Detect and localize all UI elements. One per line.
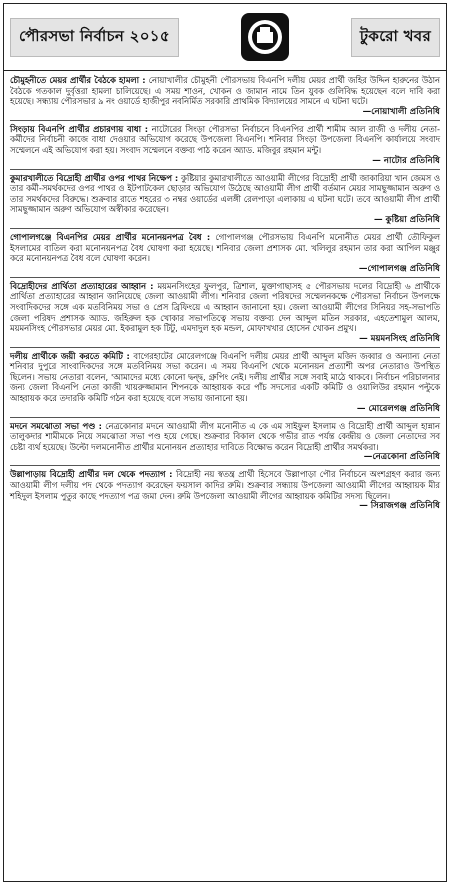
news-item bbox=[10, 351, 440, 404]
masthead bbox=[4, 4, 446, 71]
news-byline: —নেত্রকোনা প্রতিনিধি bbox=[363, 452, 440, 463]
news-headline: বিদ্রোহীদের প্রার্থিতা প্রত্যাহারের আহ্বান : bbox=[10, 280, 154, 291]
news-headline: মদনে সমঝোতা সভা পণ্ড : bbox=[10, 420, 102, 431]
news-body: কুষ্টিয়ার কুমারখালীতে আওয়ামী লীগের বিদ্রোহী প্রার্থী জাকারিয়া খান জেমস ও তার কর্মী-সমর্থকদের ওপর পাথর ও ইটপাটকেল ছোড়ার অভিযোগ উঠেছে আওয়ামী লীগ প্রার্থী বর্তমান মেয়র সামছুজ্জামান অরুণ ও তার সমর্থকদের বিরুদ্ধে। শুক্রবার রাতে শহরের ৩ নম্বর ওয়ার্ডের এলঙ্গী রেলপাড়া এলাকায় এ ঘটনা ঘটে। তবে আওয়ামী লীগ প্রার্থী সামছুজ্জামান অরুণ অভিযোগ অস্বীকার করেছেন। bbox=[10, 172, 440, 215]
news-headline: সিংড়ায় বিএনপি প্রার্থীর প্রচারণায় বাধা : bbox=[10, 123, 149, 134]
news-body: নোয়াখালীর চৌমুহনী পৌরসভায় বিএনপি দলীয় মেয়র প্রার্থী জহির উদ্দিন হারুনের উঠান বৈঠকে গতকাল দুর্বৃত্তরা হামলা চালিয়েছে। এ সময় শাওন, খোকন ও জামান নামে তিন যুবক গুলিবিদ্ধ হয়েছেন বলে দাবি করা হয়েছে। সন্ধ্যায় পৌরসভার ৯ নং ওয়ার্ডে হাজীপুর নবনির্মিত সরকারি প্রাথমিক বিদ্যালয়ের সামনে এ ঘটনা ঘটে। bbox=[10, 75, 440, 107]
news-list bbox=[4, 71, 446, 512]
divider bbox=[10, 417, 440, 418]
section-title: টুকরো খবর bbox=[351, 18, 440, 57]
news-byline: — নাটোর প্রতিনিধি bbox=[372, 155, 440, 166]
news-headline: কুমারখালীতে বিদ্রোহী প্রার্থীর ওপর পাথর নিক্ষেপ : bbox=[10, 172, 179, 183]
news-body: ময়মনসিংহের ফুলপুর, ত্রিশাল, মুক্তাগাছাসহ ৫ পৌরসভায় দলের বিদ্রোহী ৬ প্রার্থীকে প্রার্থিতা প্রত্যাহারের আহ্বান জানিয়েছে জেলা আওয়ামী লীগ। শনিবার জেলা পরিষদের সম্মেলনকক্ষে পৌরসভা নির্বাচন উপলক্ষে সংবাদিকদের সঙ্গে এক মতবিনিময় সভা ও প্রেস ব্রিফিংয়ে এ আহ্বান জানানো হয়। জেলা আওয়ামী লীগের সিনিয়র সহ-সভাপতি জেলা পরিষদ প্রশাসক অ্যাড. জহিরুল হক খোকার সভাপতিত্বে সভায় বক্তব্য দেন আব্দুল মতিন সরকার, এহতেশামুল আলম, ময়মনসিংহ পৌরসভার মেয়র মো. ইকরামুল হক টিটু, এমদাদুল হক মন্ডল, মোফাখখার হোসেন খোকন প্রমুখ। bbox=[10, 280, 440, 334]
divider bbox=[10, 465, 440, 466]
divider bbox=[10, 277, 440, 278]
divider bbox=[10, 228, 440, 229]
page-title: পৌরসভা নির্বাচন ২০১৫ bbox=[10, 18, 179, 57]
news-body: নাটোরের সিংড়া পৌরসভা নির্বাচনে বিএনপির প্রার্থী শামীম আল রাজী ও দলীয় নেতা-কর্মীদের নির্বাচনী কাজে বাধা দেওয়ার অভিযোগ করেছে উপজেলা বিএনপি। শনিবার সিংড়া উপজেলা বিএনপি কার্যালয়ে সংবাদ সম্মেলনে এই অভিযোগ করা হয়। সংবাদ সম্মেলনে বক্তব্য পাঠ করেন অ্যাড. মজিবুর রহমান মন্টু। bbox=[10, 123, 441, 155]
news-byline: — ময়মনসিংহ প্রতিনিধি bbox=[359, 333, 440, 344]
news-byline: — মোরেলগঞ্জ প্রতিনিধি bbox=[356, 403, 440, 414]
divider bbox=[10, 169, 440, 170]
news-headline: চৌমুহনীতে মেয়র প্রার্থীর বৈঠকে হামলা : bbox=[10, 75, 146, 85]
news-headline: উল্লাপাড়ায় বিদ্রোহী প্রার্থীর দল থেকে পদত্যাগ : bbox=[10, 469, 173, 480]
news-byline: — সিরাজগঞ্জ প্রতিনিধি bbox=[359, 501, 440, 512]
news-body: গোপালগঞ্জ পৌরসভায় বিএনপি মনোনীত মেয়র প্রার্থী তৌফিকুল ইসলামের বাতিল করা মনোনয়নপত্র বৈধ ঘোষণা করা হয়েছে। শনিবার জেলা প্রশাসক মো. খলিলুর রহমান তার করা আপিল মঞ্জুর করে মনোনয়নপত্র বৈধ বলে ঘোষণা করেন। bbox=[10, 231, 440, 264]
news-item bbox=[10, 124, 440, 156]
news-byline: —গোপালগঞ্জ প্রতিনিধি bbox=[358, 263, 440, 274]
news-headline: গোপালগঞ্জে বিএনপির মেয়র প্রার্থীর মনোনয়নপত্র বৈধ : bbox=[10, 231, 211, 242]
news-headline: দলীয় প্রার্থীকে জয়ী করতে কমিটি : bbox=[10, 350, 130, 361]
news-body: বিদ্রোহী নয় স্বতন্ত্র প্রার্থী হিসেবে উল্লাপাড়া পৌর নির্বাচনে অংশগ্রহণ করার জন্য আওয়ামী লীগ দলীয় পদ থেকে পদত্যাগ করেছেন ফয়সাল কাদির রুমি। শুক্রবার সন্ধ্যায় উপজেলা আওয়ামী লীগের আহ্বায়ক মীর শহিদুল ইসলাম পুতুর কাছে পদত্যাগ পত্র জমা দেন। রুমি উপজেলা আওয়ামী লীগের আহ্বায়ক কমিটির সদস্য ছিলেন। bbox=[10, 469, 440, 501]
news-item bbox=[10, 232, 440, 264]
news-item bbox=[10, 75, 440, 107]
news-body: বাগেরহাটের মোরেলগঞ্জে বিএনপি দলীয় মেয়র প্রার্থী আব্দুল মজিদ জব্বার ও অন্যান্য নেতা শনিবার দুপুরে সাংবাদিকদের সঙ্গে মতবিনিময় সভা করেন। এ সময় বিএনপি থেকে মনোনয়ন প্রত্যাশী অপর নেতারাও উপস্থিত ছিলেন। সভায় নেতারা বলেন, 'আমাদের মধ্যে কোনো দ্বন্দ্ব, গ্রুপিং নেই। দলীয় প্রার্থীর সঙ্গে সবাই মাঠে থাকবে। নির্বাচন পরিচালনার জন্য জেলা বিএনপি নেতা কাজী খায়রুজ্জামান শিপনকে আহ্বায়ক করে পাঁচ সদস্যের একটি কমিটি ও ওয়ালিউর রহমান পল্টুকে আহ্বায়ক করে তদারকি কমিটি গঠন করা হয়েছে বলে সভায় জানানো হয়। bbox=[10, 350, 441, 404]
divider bbox=[10, 347, 440, 348]
newspaper-logo-icon bbox=[240, 12, 290, 62]
newspaper-clipping bbox=[3, 3, 447, 882]
news-item bbox=[10, 469, 440, 501]
news-item bbox=[10, 281, 440, 334]
news-byline: — কুষ্টিয়া প্রতিনিধি bbox=[374, 214, 440, 225]
news-item bbox=[10, 421, 440, 453]
divider bbox=[10, 120, 440, 121]
news-byline: —নোয়াখালী প্রতিনিধি bbox=[362, 106, 440, 117]
news-item bbox=[10, 173, 440, 215]
news-body: নেত্রকোনার মদনে আওয়ামী লীগ মনোনীত এ কে এম সাইফুল ইসলাম ও বিদ্রোহী প্রার্থী আব্দুল হান্নান তালুকদার শামীমকে নিয়ে সমঝোতা সভা পণ্ড হয়ে গেছে। শুক্রবার বিকাল থেকে গভীর রাত পর্যন্ত কেন্দ্রীয় ও জেলা নেতাদের সব চেষ্টা ব্যর্থ হয়েছে। উল্টো দলমনোনীত প্রার্থীর মনোনয়ন প্রত্যাহার দাবিতে বিক্ষোভ করেন বিদ্রোহী প্রার্থীর সমর্থকরা। bbox=[10, 420, 440, 452]
